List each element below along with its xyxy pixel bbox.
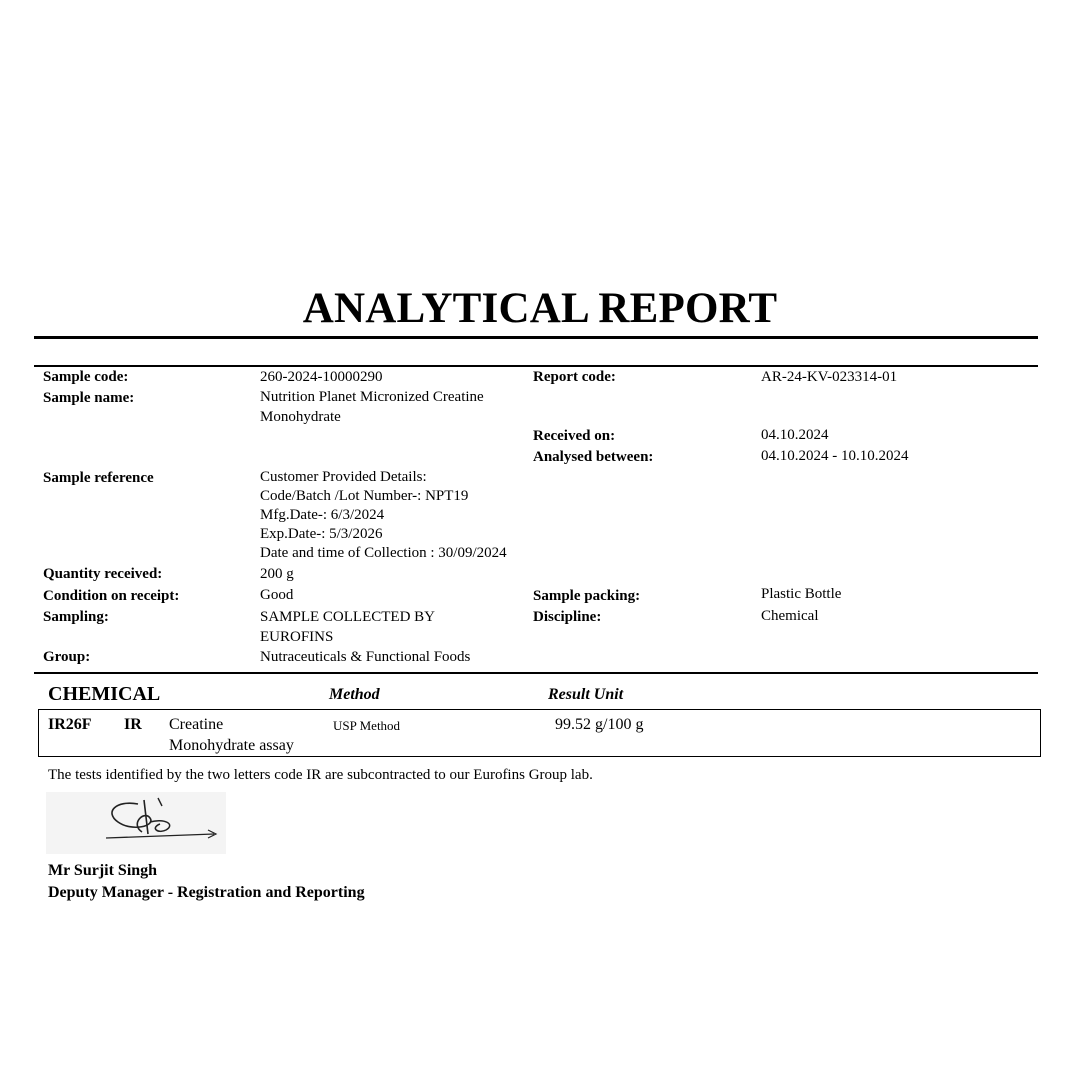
- details-bottom-rule: [34, 672, 1038, 674]
- sample-reference-line: Date and time of Collection : 30/09/2024: [260, 545, 507, 561]
- report-code-value: AR-24-KV-023314-01: [761, 369, 898, 385]
- analysed-between-value: 04.10.2024 - 10.10.2024: [761, 448, 909, 464]
- sampling-line1: SAMPLE COLLECTED BY: [260, 609, 436, 625]
- sample-reference-line: Mfg.Date-: 6/3/2024: [260, 507, 385, 523]
- method-value: USP Method: [333, 718, 401, 733]
- title-underline: [34, 336, 1038, 339]
- condition-value: Good: [260, 587, 294, 603]
- signature-image: [46, 792, 226, 854]
- sample-reference-label: Sample reference: [43, 470, 154, 486]
- received-on-label: Received on:: [533, 428, 616, 444]
- sampling-line2: EUROFINS: [260, 629, 334, 645]
- signatory-role: Deputy Manager - Registration and Reporting: [48, 884, 365, 901]
- result-unit-column-header: Result Unit: [548, 686, 624, 703]
- report-code-label: Report code:: [533, 369, 616, 385]
- parameter-line2: Monohydrate assay: [169, 737, 294, 754]
- quantity-label: Quantity received:: [43, 566, 163, 582]
- signatory-name: Mr Surjit Singh: [48, 862, 158, 879]
- result-value: 99.52 g/100 g: [555, 716, 644, 733]
- sample-reference-line: Customer Provided Details:: [260, 469, 427, 485]
- packing-value: Plastic Bottle: [761, 586, 842, 602]
- packing-label: Sample packing:: [533, 588, 641, 604]
- report-title: ANALYTICAL REPORT: [302, 285, 778, 332]
- sampling-label: Sampling:: [43, 609, 109, 625]
- sample-code-label: Sample code:: [43, 369, 129, 385]
- analysed-between-label: Analysed between:: [533, 449, 654, 465]
- discipline-label: Discipline:: [533, 609, 602, 625]
- quantity-value: 200 g: [260, 566, 294, 582]
- test-code: IR26F: [48, 716, 92, 733]
- sample-reference-line: Code/Batch /Lot Number-: NPT19: [260, 488, 469, 504]
- received-on-value: 04.10.2024: [761, 427, 829, 443]
- lab-code: IR: [124, 716, 142, 733]
- sample-name-label: Sample name:: [43, 390, 135, 406]
- parameter-line1: Creatine: [169, 716, 224, 733]
- sample-code-value: 260-2024-10000290: [260, 369, 383, 385]
- sample-reference-line: Exp.Date-: 5/3/2026: [260, 526, 383, 542]
- subcontract-note: The tests identified by the two letters code IR are subcontracted to our Eurofins Group lab.: [48, 767, 593, 783]
- method-column-header: Method: [329, 686, 380, 703]
- group-value: Nutraceuticals & Functional Foods: [260, 649, 471, 665]
- condition-label: Condition on receipt:: [43, 588, 180, 604]
- section-heading: CHEMICAL: [48, 683, 161, 705]
- group-label: Group:: [43, 649, 91, 665]
- discipline-value: Chemical: [761, 608, 819, 624]
- sample-name-line2: Monohydrate: [260, 409, 341, 425]
- sample-name-line1: Nutrition Planet Micronized Creatine: [260, 389, 484, 405]
- details-top-rule: [34, 365, 1038, 367]
